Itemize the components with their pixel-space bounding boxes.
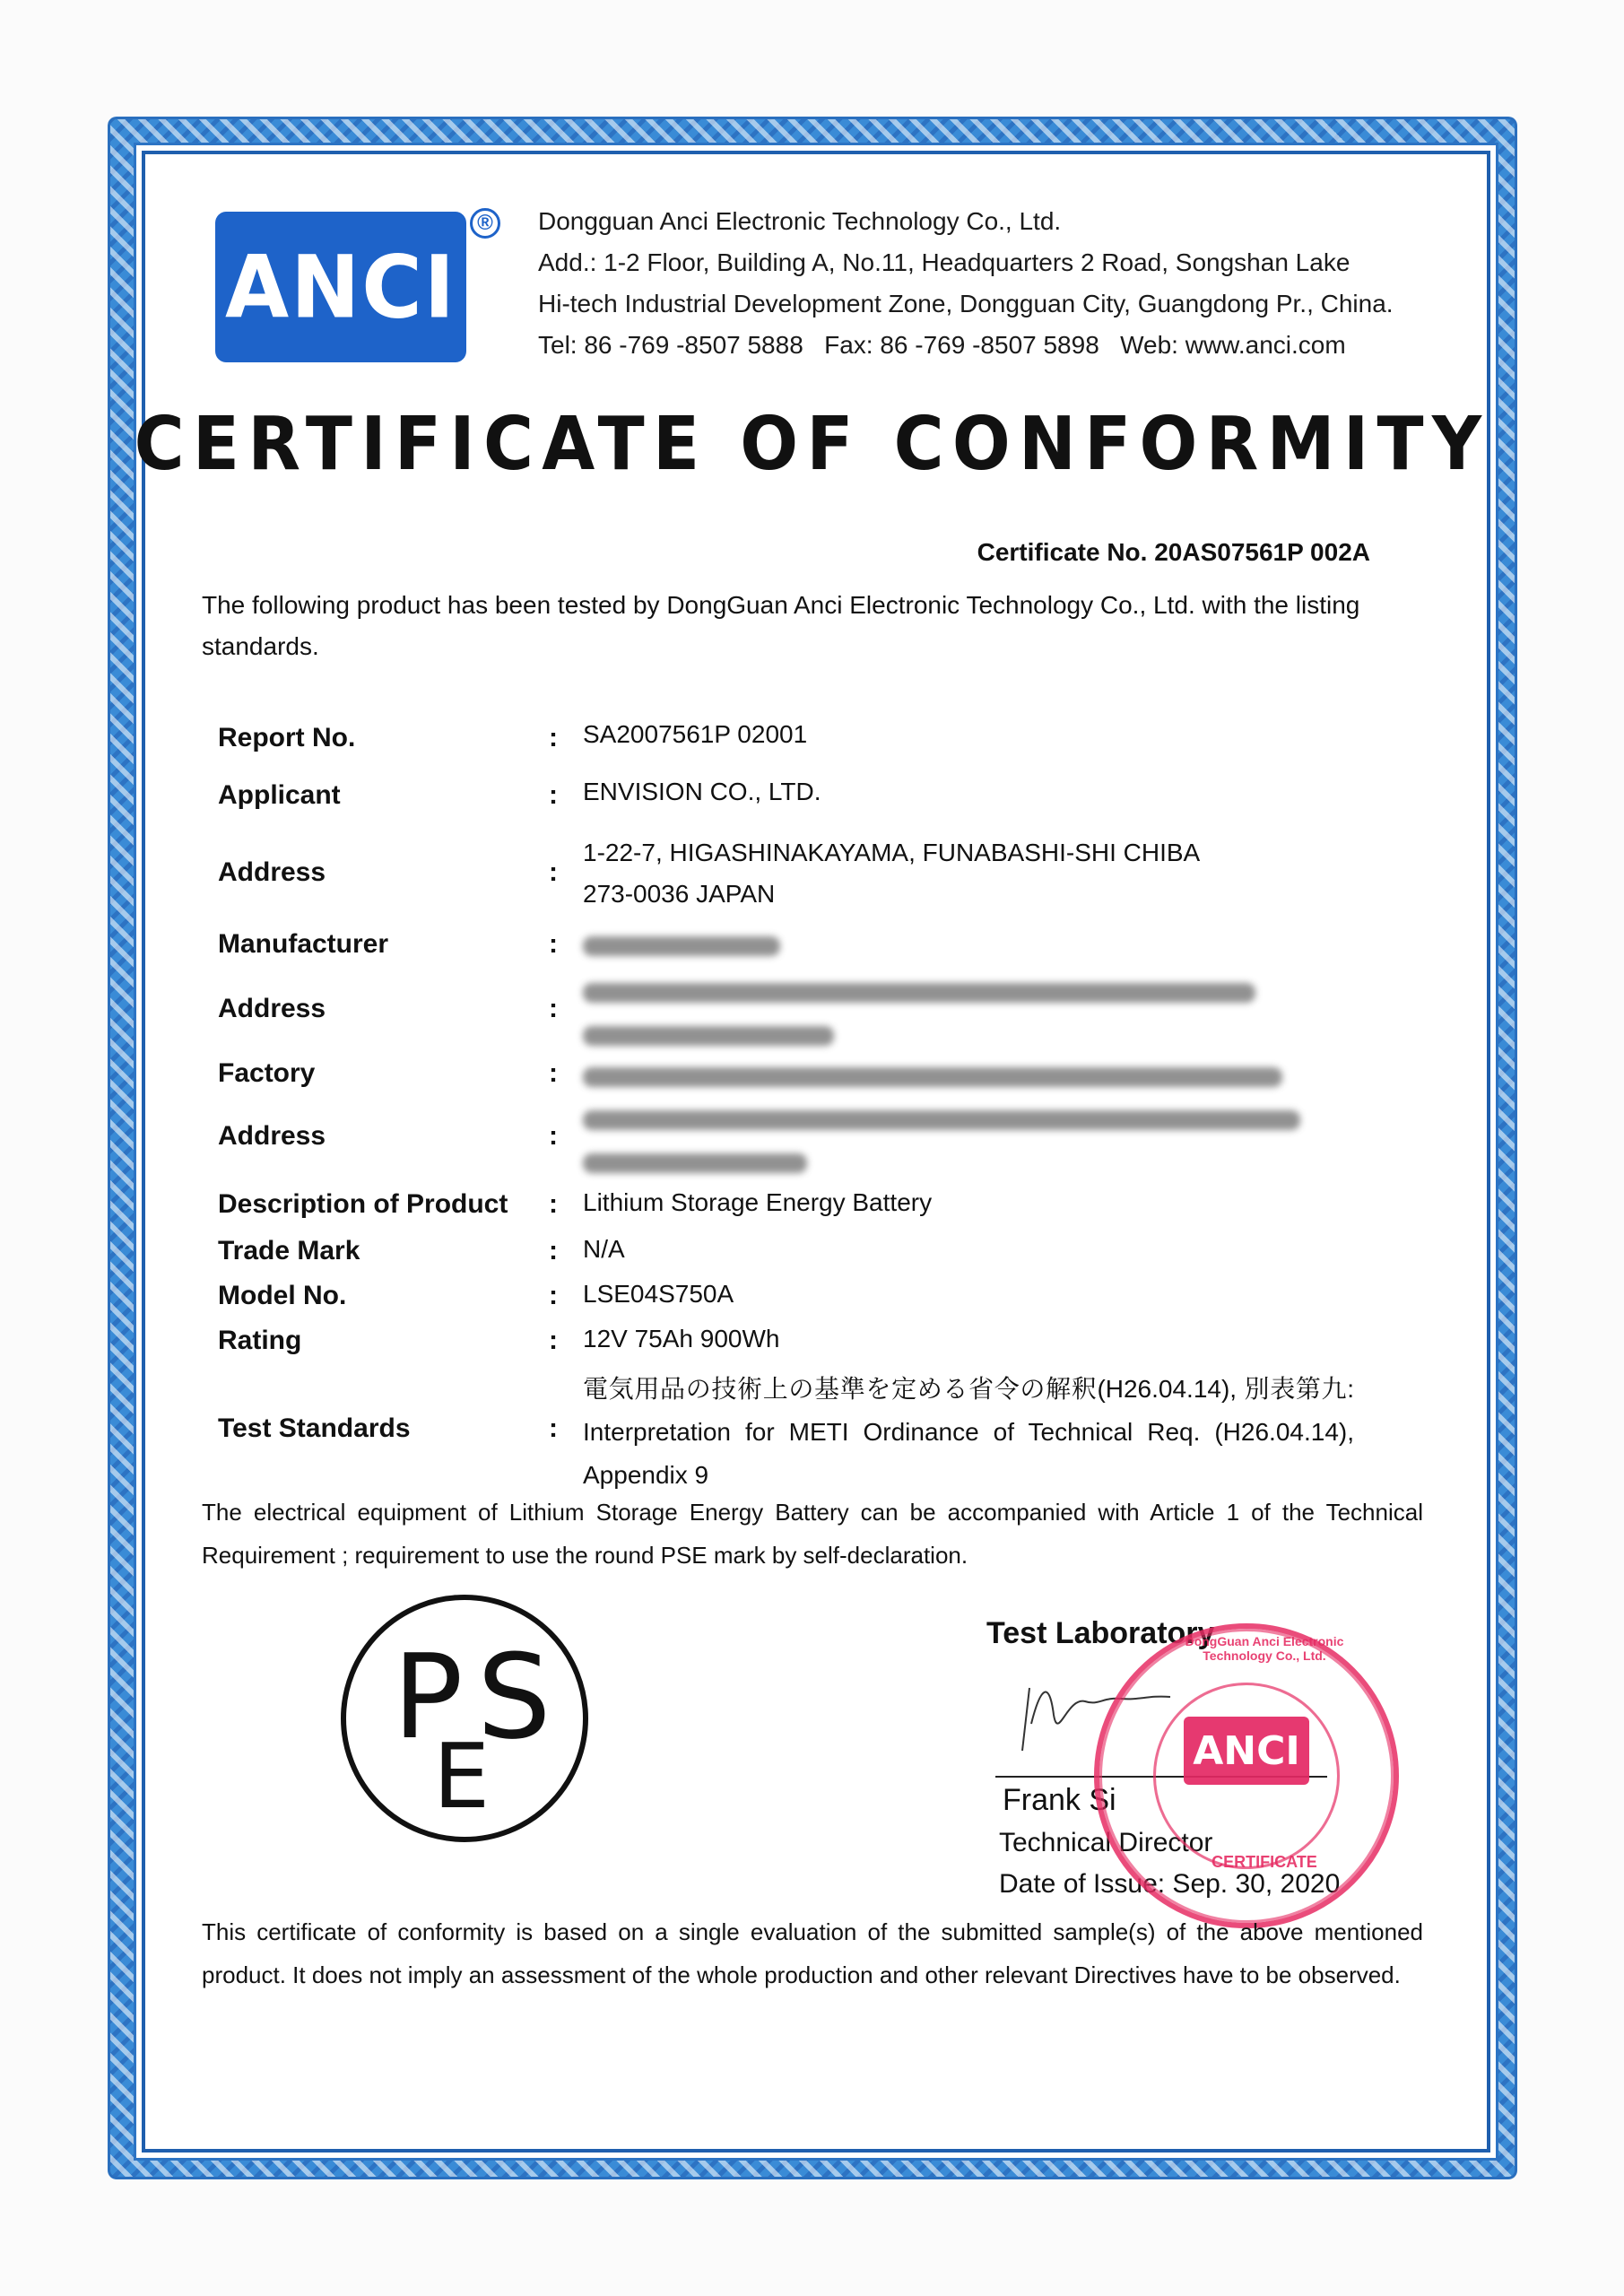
stamp-ring-text: DongGuan Anci Electronic Technology Co., Ltd. (1185, 1634, 1344, 1663)
applicant-address-value (583, 832, 1200, 915)
colon: : (549, 857, 558, 887)
model-no-label: Model No. (218, 1281, 347, 1310)
colon: : (549, 1058, 558, 1088)
trade-mark-label: Trade Mark (218, 1236, 360, 1265)
pse-mark-s: S (477, 1629, 551, 1765)
colon: : (549, 780, 558, 810)
colon: : (549, 723, 558, 752)
redacted-factory (583, 1067, 1282, 1087)
signatory-name: Frank Si (1003, 1783, 1116, 1817)
manufacturer-label: Manufacturer (218, 929, 389, 959)
trade-mark-value: N/A (583, 1235, 625, 1263)
company-address-line2: Hi-tech Industrial Development Zone, Dongguan City, Guangdong Pr., China. (538, 290, 1394, 317)
report-no-value: SA2007561P 02001 (583, 720, 808, 748)
colon: : (549, 1281, 558, 1310)
colon: : (549, 1413, 558, 1443)
test-standards-value: 電気用品の技術上の基準を定める省令の解釈(H26.04.14), 別表第九: Interpretation for METI Ordinance of Technical Req. (H26.04.14), Appendix 9 (583, 1375, 1354, 1489)
intro-text: The following product has been tested by DongGuan Anci Electronic Technology Co., Ltd. with the listing standards. (202, 591, 1360, 660)
applicant-label: Applicant (218, 780, 341, 810)
description-value: Lithium Storage Energy Battery (583, 1188, 933, 1216)
footer-note: This certificate of conformity is based on a single evaluation of the submitted sample(s) of the above mentioned product. It does not imply an assessment of the whole production and other relevant Directives have to be observed. (202, 1918, 1423, 1988)
pse-mark-e: E (433, 1724, 491, 1829)
colon: : (549, 994, 558, 1023)
redacted-manufacturer (583, 936, 780, 956)
report-no-label: Report No. (218, 723, 356, 752)
registered-mark-icon: ® (470, 208, 500, 239)
test-laboratory-heading: Test Laboratory (986, 1616, 1215, 1650)
applicant-address-label: Address (218, 857, 326, 887)
applicant-address-line2: 273-0036 JAPAN (583, 880, 776, 908)
pse-mark-p: P (393, 1629, 464, 1765)
anci-logo: ANCI (215, 212, 466, 362)
test-standards-label: Test Standards (218, 1413, 411, 1443)
applicant-value: ENVISION CO., LTD. (583, 778, 821, 805)
company-name: Dongguan Anci Electronic Technology Co., Ltd. (538, 207, 1062, 235)
redacted-factory-address (583, 1110, 1300, 1173)
colon: : (549, 1326, 558, 1355)
description-label: Description of Product (218, 1189, 508, 1219)
factory-address-label: Address (218, 1121, 326, 1151)
colon: : (549, 1236, 558, 1265)
rating-value: 12V 75Ah 900Wh (583, 1325, 780, 1352)
manufacturer-address-label: Address (218, 994, 326, 1023)
applicant-address-line1: 1-22-7, HIGASHINAKAYAMA, FUNABASHI-SHI CHIBA (583, 839, 1201, 866)
factory-label: Factory (218, 1058, 316, 1088)
stamp-bottom-text: CERTIFICATE (1211, 1853, 1317, 1871)
company-info (538, 201, 1394, 366)
colon: : (549, 1121, 558, 1151)
rating-label: Rating (218, 1326, 302, 1355)
colon: : (549, 1189, 558, 1219)
page-title: CERTIFICATE OF CONFORMITY (134, 402, 1490, 487)
company-contact: Tel: 86 -769 -8507 5888 Fax: 86 -769 -8507 5898 Web: www.anci.com (538, 331, 1346, 359)
stamp-logo: ANCI (1184, 1717, 1309, 1785)
signatory-title: Technical Director (999, 1828, 1213, 1857)
date-of-issue: Date of Issue: Sep. 30, 2020 (999, 1869, 1341, 1899)
statement-text: The electrical equipment of Lithium Storage Energy Battery can be accompanied with Article 1 of the Technical Requirement ; requirement to use the round PSE mark by self-declaration. (202, 1499, 1423, 1569)
colon: : (549, 929, 558, 959)
redacted-manufacturer-address (583, 983, 1255, 1046)
certificate-number: Certificate No. 20AS07561P 002A (977, 538, 1370, 566)
company-address-line1: Add.: 1-2 Floor, Building A, No.11, Headquarters 2 Road, Songshan Lake (538, 248, 1350, 276)
model-no-value: LSE04S750A (583, 1280, 734, 1308)
